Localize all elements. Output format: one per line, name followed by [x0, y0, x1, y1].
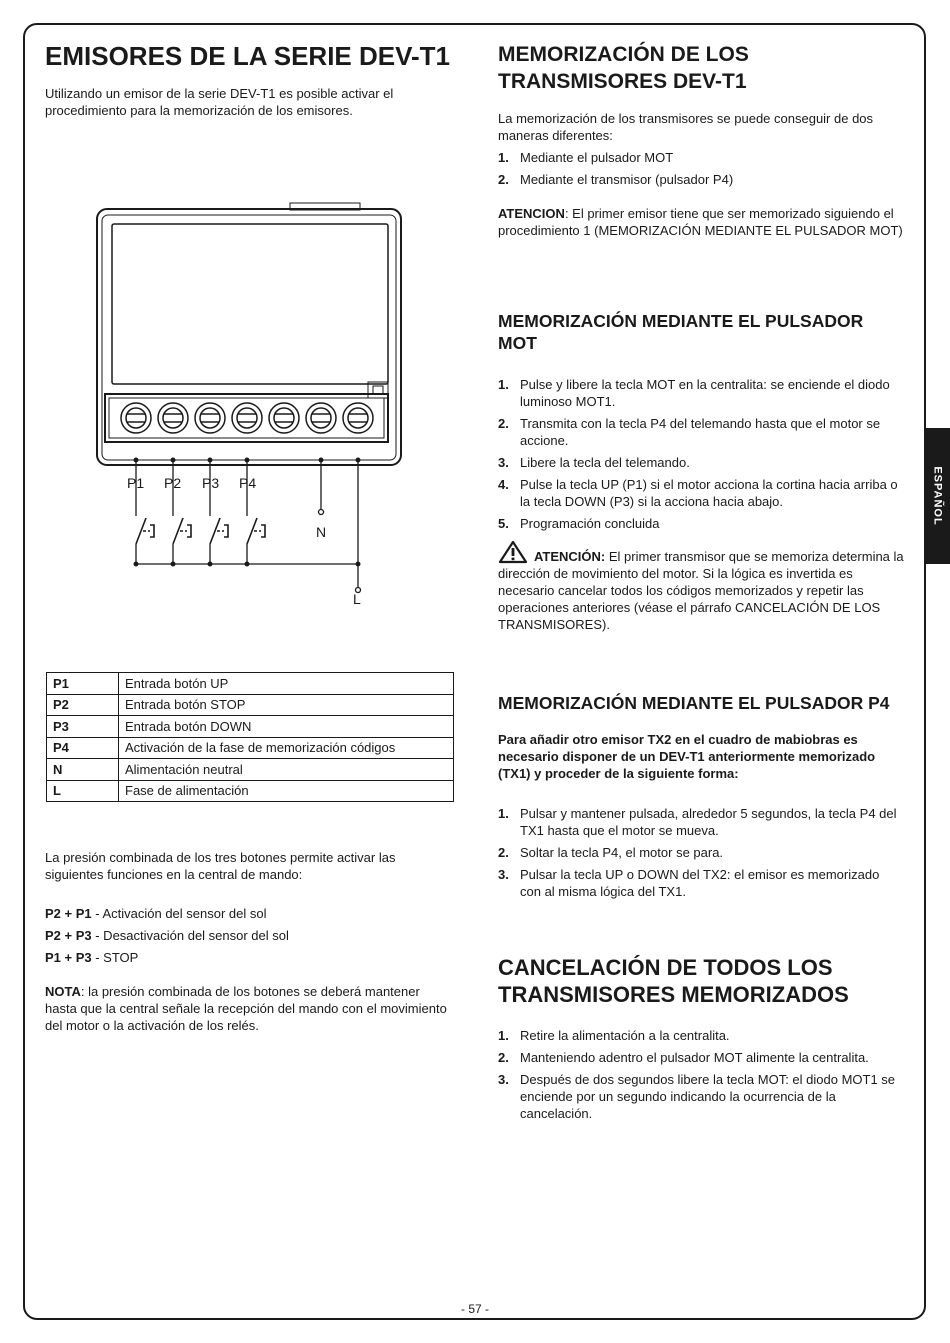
combined-intro: La presión combinada de los tres botones permite activar las siguientes funciones en la central de mando:: [45, 850, 396, 882]
combo-keys: P1 + P3: [45, 950, 92, 965]
table-cell-desc: Entrada botón STOP: [119, 694, 454, 716]
mot-list: [498, 376, 903, 537]
list-item: [498, 805, 903, 839]
list-text: Transmita con la tecla P4 del telemando hasta que el motor se accione.: [520, 416, 881, 448]
switch-p4: [247, 518, 265, 544]
left-title: EMISORES DE LA SERIE DEV-T1: [45, 41, 451, 71]
list-text: Pulsar y mantener pulsada, alrededor 5 segundos, la tecla P4 del TX1 hasta que el motor se mueva.: [520, 806, 897, 838]
push-button-switches: [136, 518, 265, 544]
memo-intro: La memorización de los transmisores se puede conseguir de dos maneras diferentes:: [498, 111, 874, 143]
list-item: [498, 376, 903, 410]
neutral-terminal-dot: [319, 510, 324, 515]
list-item: [498, 476, 903, 510]
table-row: [47, 737, 454, 759]
list-text: Después de dos segundos libere la tecla MOT: el diodo MOT1 se enciende por un segundo indicando la ocurrencia de la cancelación.: [520, 1072, 896, 1121]
left-intro-block: [45, 85, 425, 119]
combo-desc: - STOP: [91, 950, 139, 965]
mot-title: MEMORIZACIÓN MEDIANTE EL PULSADOR MOT: [498, 311, 864, 353]
combo-keys: P2 + P1: [45, 906, 92, 921]
attention-paragraph: [498, 205, 903, 239]
memo-list: [498, 149, 898, 193]
list-num: 2.: [498, 172, 509, 187]
p4-intro: Para añadir otro emisor TX2 en el cuadro de mabiobras es necesario disponer de un DEV-T1 anteriormente memorizado (TX1) y proceder de la siguiente forma:: [498, 732, 876, 781]
note-paragraph: [45, 983, 450, 1034]
list-text: Mediante el transmisor (pulsador P4): [520, 172, 734, 187]
memo-title-block: [498, 41, 828, 95]
table-cell-key: L: [47, 780, 119, 802]
table-cell-desc: Entrada botón UP: [119, 673, 454, 695]
list-text: Retire la alimentación a la centralita.: [520, 1028, 730, 1043]
list-item: [498, 415, 903, 449]
note-text: : la presión combinada de los botones se deberá mantener hasta que la central señale la recepción del mando con el movimiento del motor o la activación de los relés.: [45, 984, 447, 1033]
list-num: 3.: [498, 455, 509, 470]
list-num: 2.: [498, 1050, 509, 1065]
list-num: 3.: [498, 867, 509, 882]
left-intro: Utilizando un emisor de la serie DEV-T1 es posible activar el procedimiento para la memorización de los emisores.: [45, 86, 394, 118]
p4-intro-block: [498, 731, 883, 782]
list-num: 5.: [498, 516, 509, 531]
memo-intro-block: [498, 110, 898, 144]
table-row: [47, 759, 454, 781]
list-num: 1.: [498, 377, 509, 392]
terminal-table-block: [46, 672, 454, 802]
label-n: N: [316, 524, 327, 540]
table-row: [47, 780, 454, 802]
note-label: NOTA: [45, 984, 81, 999]
table-cell-key: P3: [47, 716, 119, 738]
terminal-screw: [232, 403, 262, 433]
table-cell-key: N: [47, 759, 119, 781]
wiring-diagram: [90, 198, 410, 610]
list-text: Pulse la tecla UP (P1) si el motor acciona la cortina hacia arriba o la tecla DOWN (P3) si la acciona hacia abajo.: [520, 477, 898, 509]
warning-block: [498, 540, 908, 633]
language-tab-label: ESPAÑOL: [932, 466, 945, 526]
label-p3: P3: [202, 475, 220, 491]
label-p2: P2: [164, 475, 182, 491]
terminal-screw: [195, 403, 225, 433]
combined-intro-block: [45, 849, 430, 883]
list-num: 1.: [498, 1028, 509, 1043]
list-num: 1.: [498, 806, 509, 821]
table-cell-key: P2: [47, 694, 119, 716]
combo-item: [45, 927, 445, 944]
table-cell-key: P4: [47, 737, 119, 759]
combo-item: [45, 905, 445, 922]
label-p4: P4: [239, 475, 257, 491]
terminal-table: [46, 672, 454, 802]
list-num: 2.: [498, 416, 509, 431]
list-text: Manteniendo adentro el pulsador MOT alimente la centralita.: [520, 1050, 869, 1065]
list-text: Mediante el pulsador MOT: [520, 150, 674, 165]
list-item: [498, 1027, 903, 1044]
table-row: [47, 673, 454, 695]
combo-item: [45, 949, 445, 966]
list-text: Libere la tecla del telemando.: [520, 455, 690, 470]
warning-label: ATENCIÓN:: [534, 549, 606, 564]
list-item: [498, 1049, 903, 1066]
attention-text: : El primer emisor tiene que ser memorizado siguiendo el procedimiento 1 (MEMORIZACIÓN MEDIANTE EL PULSADOR MOT): [498, 206, 903, 238]
cancel-title-block: [498, 954, 878, 1008]
label-p1: P1: [127, 475, 145, 491]
switch-p3: [210, 518, 228, 544]
terminal-screw: [306, 403, 336, 433]
terminal-screw: [158, 403, 188, 433]
cancel-title: CANCELACIÓN DE TODOS LOS TRANSMISORES MEMORIZADOS: [498, 955, 849, 1007]
combo-desc: - Desactivación del sensor del sol: [91, 928, 289, 943]
list-item: [498, 454, 903, 471]
table-cell-desc: Entrada botón DOWN: [119, 716, 454, 738]
combo-list: [45, 905, 445, 971]
terminal-screw: [343, 403, 373, 433]
list-item: [498, 149, 898, 166]
warning-triangle-icon: [498, 540, 528, 564]
list-text: Pulsar la tecla UP o DOWN del TX2: el emisor es memorizado con al misma lógica del TX1.: [520, 867, 880, 899]
mot-title-block: [498, 310, 898, 354]
left-title-block: [45, 42, 465, 70]
p4-title: MEMORIZACIÓN MEDIANTE EL PULSADOR P4: [498, 693, 890, 713]
list-num: 1.: [498, 150, 509, 165]
table-cell-desc: Alimentación neutral: [119, 759, 454, 781]
table-cell-desc: Fase de alimentación: [119, 780, 454, 802]
terminal-screws: [121, 403, 373, 433]
page-number: - 57 -: [460, 1302, 489, 1316]
cancel-list: [498, 1027, 903, 1127]
list-text: Soltar la tecla P4, el motor se para.: [520, 845, 724, 860]
table-cell-key: P1: [47, 673, 119, 695]
attention-label: ATENCION: [498, 206, 565, 221]
p4-title-block: [498, 692, 918, 714]
list-num: 4.: [498, 477, 509, 492]
p4-list: [498, 805, 903, 905]
warning-text: El primer transmisor que se memoriza determina la dirección de movimiento del motor. Si la lógica es invertida es necesario cancelar todos los códigos memorizados y repetir las operaciones anteriores (véase el párrafo CANCELACIÓN DE LOS TRANSMISORES).: [498, 549, 904, 632]
list-item: [498, 844, 903, 861]
terminal-screw: [121, 403, 151, 433]
switch-p1: [136, 518, 154, 544]
list-text: Programación concluida: [520, 516, 660, 531]
list-num: 2.: [498, 845, 509, 860]
list-item: [498, 171, 898, 188]
table-row: [47, 694, 454, 716]
label-l: L: [353, 591, 361, 607]
language-tab: [926, 428, 950, 564]
list-item: [498, 1071, 903, 1122]
terminal-screw: [269, 403, 299, 433]
attention-block: [498, 205, 903, 239]
memo-title: MEMORIZACIÓN DE LOS TRANSMISORES DEV-T1: [498, 43, 749, 93]
note-block: [45, 983, 450, 1034]
table-row: [47, 716, 454, 738]
combo-desc: - Activación del sensor del sol: [91, 906, 267, 921]
list-item: [498, 866, 903, 900]
combo-keys: P2 + P3: [45, 928, 92, 943]
warning-paragraph: [498, 540, 908, 633]
switch-p2: [173, 518, 191, 544]
list-item: [498, 515, 903, 532]
list-text: Pulse y libere la tecla MOT en la centralita: se enciende el diodo luminoso MOT1.: [520, 377, 890, 409]
list-num: 3.: [498, 1072, 509, 1087]
table-cell-desc: Activación de la fase de memorización códigos: [119, 737, 454, 759]
